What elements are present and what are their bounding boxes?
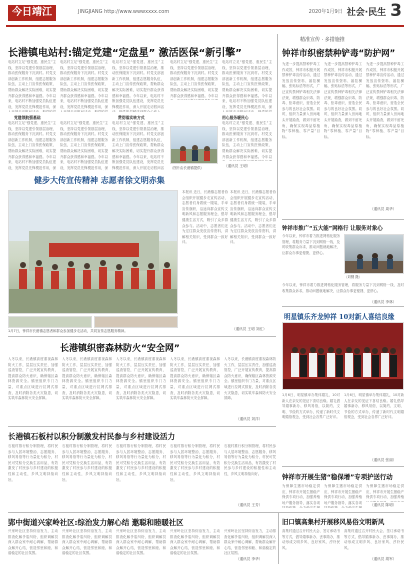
article-1-subhead-1: 党建领航强基础 — [14, 115, 41, 120]
article-1-subhead-2: 贯彻落实转方式 — [118, 115, 145, 120]
article-9-byline: （通讯员 李华） — [236, 557, 263, 561]
article-6-text-col-4: 入冬以来，长港镇高度重视森林防火工作，层层压实责任，加强巡查管控，广泛开展宣传教育，提高群众防火意识，确保辖区森林资源安全。镇里组织专门力量，对重点区域进行拉网式排查，及时消除各类火灾隐患，切实筑牢森林防火安全屏障。 — [170, 357, 220, 401]
article-1-byline: （通讯员 王明） — [224, 164, 251, 168]
row-divider — [8, 426, 276, 427]
article-7-text-col-5: 石板村推行积分制管理，将村民参与人居环境整治、志愿服务、移风易俗等行为量化为积分，村民可凭积分兑换生活用品，有效激发了村民参与乡村建设的积极性和主动性，乡风文明持续向好。 — [224, 444, 276, 476]
row-divider — [8, 512, 404, 513]
article-9-headline[interactable]: 郢中街道兴家岭社区:综治发力解心结 邀聪和睦暖社区 — [8, 518, 184, 527]
article-10-text-col-1: 高集村通过召开村民大会、签订承诺书等方式，倡导婚事新办、丧事简办，推动形成文明乡风、良好家风、淳朴民风。 — [282, 529, 340, 550]
newspaper-logo: 今日靖江 — [8, 5, 56, 21]
row-divider — [8, 336, 276, 337]
site-url: JINGJIANG http://www.wwwxxxx.com — [78, 9, 170, 15]
article-3-byline: （通讯员 李林） — [370, 300, 397, 304]
article-10-headline[interactable]: 旧口镇高集村开展移风易俗文明新风 — [282, 518, 385, 526]
article-1-text-col-3: 电站村立足“强党建、惠民生”主线，坚持以党建引领基层治理，推动医保服务下沉到村。村党支部创新工作机制，组建志愿服务队伍，主动上门宣传医保政策，帮助群众解决实际困难，切实提升群众获得感和幸福感。今年以来，电站村不断加强党员队伍建设，发挥党员先锋模范作用，深入开展走访慰问活 — [112, 60, 164, 109]
article-4-photo-caption: 1月7日，钟祥市长港镇志愿者和群众参加健步走活动，共同宣传志愿服务精神。 — [8, 329, 128, 333]
article-7-text-col-2: 石板村推行积分制管理，将村民参与人居环境整治、志愿服务、移风易俗等行为量化为积分，村民可凭积分兑换生活用品，有效激发了村民参与乡村建设的积极性和主动性，乡风文明持续向好。 — [62, 444, 112, 482]
article-2-byline: （通讯员 周华） — [370, 207, 397, 211]
article-3-text-col-2: 今年以来，钟祥市着力推进网格化服务管理，将服务力量下沉到网格一线，及时收集群众诉求，推动问题就地解决，让群众办事更便捷、更舒心。 — [282, 283, 404, 293]
article-3-text-col-1: 今年以来，钟祥市着力推进网格化服务管理，将服务力量下沉到网格一线，及时收集群众诉求，推动问题就地解决，让群众办事更便捷、更舒心。 — [282, 234, 340, 255]
article-10-text-col-2: 高集村通过召开村民大会、签订承诺书等方式，倡导婚事新办、丧事简办，推动形成文明乡风、良好家风、淳朴民风。 — [344, 529, 404, 550]
article-9-text-col-1: 兴家岭社区坚持综治发力，主动排查化解矛盾纠纷，组织调解员深入群众家中耐心调解，帮助群众解开心结，营造邻里和睦、和谐稳定的社区氛围。 — [8, 529, 58, 556]
article-7-byline: （通讯员 王芳） — [236, 503, 263, 507]
article-4-text-col-1: 本报讯 近日，长港镇志愿者协会组织开展健步走宣传活动，志愿者们身着统一服装，手举宣传旗帜，沿途向群众宣传文明新风和志愿服务理念，倡导健康生活方式，吸引了众多群众参与。活动中，志愿者们还为过往群众发放宣传资料，讲解相关知识，受到群众一致好评。 — [182, 190, 228, 245]
article-10-byline: （通讯员 胡军） — [370, 557, 397, 561]
article-9-text-col-4: 兴家岭社区坚持综治发力，主动排查化解矛盾纠纷，组织调解员深入群众家中耐心调解，帮助群众解开心结，营造邻里和睦、和谐稳定的社区氛围。 — [170, 529, 220, 556]
article-9-text-col-3: 兴家岭社区坚持综治发力，主动排查化解矛盾纠纷，组织调解员深入群众家中耐心调解，帮助群众解开心结，营造邻里和睦、和谐稳定的社区氛围。 — [116, 529, 166, 556]
column-divider — [277, 34, 278, 218]
article-1-photo — [170, 126, 218, 164]
article-6-headline[interactable]: 长港镇织密森林防火“安全网” — [60, 344, 180, 354]
article-3-headline[interactable]: 钟祥市推广“五大能”网格行 让服务对象心 — [282, 226, 383, 232]
column-divider — [278, 512, 279, 564]
article-4-text-col-2: 本报讯 近日，长港镇志愿者协会组织开展健步走宣传活动，志愿者们身着统一服装，手举宣传旗帜，沿途向群众宣传文明新风和志愿服务理念，倡导健康生活方式，吸引了众多群众参与。活动中，志愿者们还为过往群众发放宣传资料，讲解相关知识，受到群众一致好评。 — [230, 190, 276, 245]
article-8-text-col-1: 为保障生猪市场稳定供应，钟祥市开展生猪稳产保供专项行动，加强养殖场户服务指导，落实各项 — [282, 484, 320, 505]
article-4-photo-art — [9, 191, 178, 314]
article-1-text-col-9: 电站村立足“强党建、惠民生”主线，坚持以党建引领基层治理，推动医保服务下沉到村。村党支部创新工作机制，组建志愿服务队伍，主动上门宣传医保政策，帮助群众解决实际困难，切实提升群众获得感和幸福感。今年以 — [222, 121, 272, 159]
page-tag — [309, 3, 402, 20]
article-6-text-col-2: 入冬以来，长港镇高度重视森林防火工作，层层压实责任，加强巡查管控，广泛开展宣传教育，提高群众防火意识，确保辖区森林资源安全。镇里组织专门力量，对重点区域进行拉网式排查，及时消除各类火灾隐患，切实筑牢森林防火安全屏障。 — [62, 357, 112, 401]
masthead — [0, 0, 410, 28]
article-2-text-col-1: 为进一步提高禁种铲毒工作成效，钟祥市积极开展禁种铲毒宣传活动，通过发放宣传资料、悬挂横幅、张贴标语等形式，广泛宣传禁种铲毒相关法律法规，增强群众识毒、防毒、拒毒意识，营造全民参与的良好社会氛围。同时，组织力量深入田间地头开展踏查，做到不留死角，确保实现毒品原植物“零种植、零产量”目标。 — [282, 62, 320, 139]
article-5-text-col-1: 1月6日，明星镇举办集体婚礼，10对新人在亲友的见证下喜结良缘。婚礼倡导婚事新办、移风易俗，以简约、文明、节俭的方式举办，传递了新时代文明婚俗观念，受到社会各界广泛好评。 — [282, 393, 340, 420]
section-name: 社会·民生 — [346, 8, 387, 18]
article-2-kicker: 精准宣传 · 多措施推 — [300, 37, 345, 43]
article-1-text-col-8: 电站村立足“强党建、惠民生”主线，坚持以党建引领基层治理，推动医保服务下沉到村。村党支部创新工作机制，组建志愿服务队伍，主动上门宣传医保政策，帮助群众解决实际困难，切实提升群众获得感和幸福感。今年以来，电站村不断加强党员队伍建设，发挥党员先锋模范作用，深入开展走访慰问活 — [112, 121, 164, 170]
article-2-text-col-3: 为进一步提高禁种铲毒工作成效，钟祥市积极开展禁种铲毒宣传活动，通过发放宣传资料、悬挂横幅、张贴标语等形式，广泛宣传禁种铲毒相关法律法规，增强群众识毒、防毒、拒毒意识，营造全民参与的良好社会氛围。同时，组织力量深入田间地头开展踏查，做到不留死角，确保实现毒品原植物“零种植、零产量”目标。 — [366, 62, 404, 139]
article-5-headline[interactable]: 明星镇乐齐龙钟祥 10对新人喜结良缘 — [284, 313, 395, 321]
article-7-headline[interactable]: 长港镇石板村以积分制激发村民参与乡村建设活力 — [8, 432, 176, 441]
article-1-text-col-6: 电站村立足“强党建、惠民生”主线，坚持以党建引领基层治理，推动医保服务下沉到村。村党支部创新工作机制，组建志愿服务队伍，主动上门宣传医保政策，帮助群众解决实际困难，切实提升群众获得感和幸福感。今年以来，电站村不断加强党员队伍建设，发挥党员先锋模范作用，深 — [8, 121, 56, 170]
row-divider — [282, 466, 404, 467]
article-3-photo-caption: （刘钢 摄） — [344, 275, 363, 279]
article-7-text-col-4: 石板村推行积分制管理，将村民参与人居环境整治、志愿服务、移风易俗等行为量化为积分，村民可凭积分兑换生活用品，有效激发了村民参与乡村建设的积极性和主动性，乡风文明持续向好。 — [170, 444, 220, 482]
article-8-byline: （通讯员 陈明） — [370, 503, 397, 507]
article-6-byline: （通讯员 刘洋） — [236, 417, 263, 421]
row-divider — [282, 306, 404, 307]
article-1-text-col-4: 电站村立足“强党建、惠民生”主线，坚持以党建引领基层治理，推动医保服务下沉到村。村党支部创新工作机制，组建志愿服务队伍，主动上门宣传医保政策，帮助群众解决实际困难，切实提升群众获得感和幸福感。今年以 — [170, 60, 218, 98]
article-4-photo-small-1 — [8, 316, 92, 328]
article-2-text-col-2: 为进一步提高禁种铲毒工作成效，钟祥市积极开展禁种铲毒宣传活动，通过发放宣传资料、悬挂横幅、张贴标语等形式，广泛宣传禁种铲毒相关法律法规，增强群众识毒、防毒、拒毒意识，营造全民参与的良好社会氛围。同时，组织力量深入田间地头开展踏查，做到不留死角，确保实现毒品原植物“零种植、零产量”目标。 — [324, 62, 362, 139]
article-4-headline[interactable]: 健步大传宣传精神 志愿者徐文明赤集 — [34, 175, 165, 185]
article-1-subhead-3: 用心服务暖民心 — [222, 115, 249, 120]
article-7-text-col-3: 石板村推行积分制管理，将村民参与人居环境整治、志愿服务、移风易俗等行为量化为积分，村民可凭积分兑换生活用品，有效激发了村民参与乡村建设的积极性和主动性，乡风文明持续向好。 — [116, 444, 166, 482]
article-9-text-col-5: 兴家岭社区坚持综治发力，主动排查化解矛盾纠纷，组织调解员深入群众家中耐心调解，帮助群众解开心结，营造邻里和睦、和谐稳定的社区氛围。 — [224, 529, 276, 556]
issue-date: 2020年1月9日 — [308, 9, 343, 15]
article-1-text-col-2: 电站村立足“强党建、惠民生”主线，坚持以党建引领基层治理，推动医保服务下沉到村。村党支部创新工作机制，组建志愿服务队伍，主动上门宣传医保政策，帮助群众解决实际困难，切实提升群众获得感和幸福感。今年以来，电站村不断加强党员队伍建设，发挥党员先锋模范作用，深 — [60, 60, 108, 109]
article-5-text-col-2: 1月6日，明星镇举办集体婚礼，10对新人在亲友的见证下喜结良缘。婚礼倡导婚事新办、移风易俗，以简约、文明、节俭的方式举办，传递了新时代文明婚俗观念，受到社会各界广泛好评。 — [344, 393, 404, 420]
article-4-photo-small-2 — [94, 316, 178, 328]
article-1-headline[interactable]: 长港镇电站村:锚定党建“定盘星” 激活医保“新引擎” — [8, 48, 242, 59]
article-1-text-col-1: 电站村立足“强党建、惠民生”主线，坚持以党建引领基层治理，推动医保服务下沉到村。村党支部创新工作机制，组建志愿服务队伍，主动上门宣传医保政策，帮助群众解决实际困难，切实提升群众获得感和幸福感。今年以来，电站村不断加强党员队伍建设，发挥党员先锋模范作用，深 — [8, 60, 56, 109]
article-8-headline[interactable]: 钟祥市开展生猪“稳保增”专项护送行动 — [282, 473, 393, 481]
article-5-byline: （通讯员 张丽） — [370, 458, 397, 462]
article-6-text-col-3: 入冬以来，长港镇高度重视森林防火工作，层层压实责任，加强巡查管控，广泛开展宣传教育，提高群众防火意识，确保辖区森林资源安全。镇里组织专门力量，对重点区域进行拉网式排查，及时消除各类火灾隐患，切实筑牢森林防火安全屏障。 — [116, 357, 166, 401]
article-7-text-col-1: 石板村推行积分制管理，将村民参与人居环境整治、志愿服务、移风易俗等行为量化为积分，村民可凭积分兑换生活用品，有效激发了村民参与乡村建设的积极性和主动性，乡风文明持续向好。 — [8, 444, 58, 482]
masthead-rule — [6, 25, 404, 27]
article-4-photo — [8, 190, 178, 314]
article-1-text-col-5: 电站村立足“强党建、惠民生”主线，坚持以党建引领基层治理，推动医保服务下沉到村。村党支部创新工作机制，组建志愿服务队伍，主动上门宣传医保政策，帮助群众解决实际困难，切实提升群众获得感和幸福感。今年以来，电站村不断加强党员队伍建设，发挥党员先锋模范作用，深 — [222, 60, 272, 109]
article-2-headline[interactable]: 钟祥市织密禁种铲毒“防护网” — [282, 49, 396, 59]
article-3-photo-art — [345, 235, 404, 274]
article-5-photo — [282, 322, 404, 390]
article-1-photo-art — [171, 127, 218, 164]
article-4-byline: （通讯员 王明 刘红） — [232, 327, 267, 331]
page-number: 3 — [390, 1, 402, 21]
article-5-photo-art — [283, 323, 404, 390]
article-1-photo-caption: （图片由长港镇提供） — [170, 166, 204, 170]
article-6-text-col-5: 入冬以来，长港镇高度重视森林防火工作，层层压实责任，加强巡查管控，广泛开展宣传教育，提高群众防火意识，确保辖区森林资源安全。镇里组织专门力量，对重点区域进行拉网式排查，及时消除各类火灾隐患，切实筑牢森林防火安全屏障。 — [224, 357, 276, 401]
article-8-text-col-2: 为保障生猪市场稳定供应，钟祥市开展生猪稳产保供专项行动，加强养殖场户服务指导，落实各项 — [324, 484, 362, 505]
article-8-text-col-3: 为保障生猪市场稳定供应，钟祥市开展生猪稳产保供专项行动，加强养殖 — [366, 484, 404, 500]
article-1-text-col-7: 电站村立足“强党建、惠民生”主线，坚持以党建引领基层治理，推动医保服务下沉到村。村党支部创新工作机制，组建志愿服务队伍，主动上门宣传医保政策，帮助群众解决实际困难，切实提升群众获得感和幸福感。今年以来，电站村不断加强党员队伍建设，发挥党员先锋模范作用，深 — [60, 121, 108, 170]
article-9-text-col-2: 兴家岭社区坚持综治发力，主动排查化解矛盾纠纷，组织调解员深入群众家中耐心调解，帮助群众解开心结，营造邻里和睦、和谐稳定的社区氛围。 — [62, 529, 112, 556]
row-divider — [282, 219, 404, 220]
article-6-text-col-1: 入冬以来，长港镇高度重视森林防火工作，层层压实责任，加强巡查管控，广泛开展宣传教育，提高群众防火意识，确保辖区森林资源安全。镇里组织专门力量，对重点区域进行拉网式排查，及时消除各类火灾隐患，切实筑牢森林防火安全屏障。 — [8, 357, 58, 401]
article-3-photo — [344, 234, 404, 274]
